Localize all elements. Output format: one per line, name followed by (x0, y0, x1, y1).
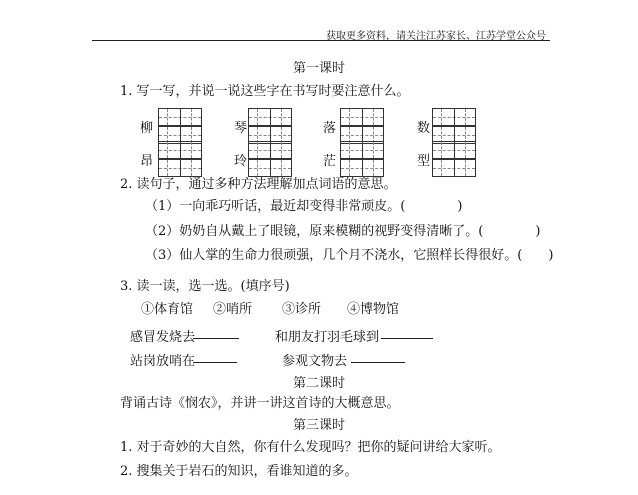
char-2: 琴 (234, 121, 248, 136)
q2-sentence-1: （1）一向乖巧听话，最近却变得非常顽皮。( ) (145, 199, 463, 214)
q1-title: 1. 写一写，并说一说这些字在书写时要注意什么。 (120, 84, 410, 99)
header-divider (92, 40, 550, 41)
char-5: 昂 (140, 154, 154, 169)
q3-option-1: ①体育馆 (141, 302, 194, 317)
lesson3-q2: 2. 搜集关于岩石的知识，看谁知道的多。 (120, 464, 358, 479)
q3-option-3: ③诊所 (282, 302, 322, 317)
q3-blank-2[interactable] (381, 326, 433, 339)
writing-box[interactable] (340, 108, 384, 126)
writing-box[interactable] (432, 141, 476, 159)
lesson2-title: 第二课时 (292, 376, 345, 391)
q3-blank-1[interactable] (193, 326, 239, 339)
char-4: 数 (417, 121, 431, 136)
writing-box[interactable] (158, 141, 202, 159)
q3-title: 3. 读一读，选一选。(填序号) (120, 279, 290, 294)
lesson3-q1: 1. 对于奇妙的大自然，你有什么发现吗？把你的疑问讲给大家听。 (120, 440, 501, 455)
char-6: 玲 (234, 154, 248, 169)
writing-box[interactable] (158, 108, 202, 126)
char-8: 型 (417, 154, 431, 169)
header-text: 获取更多资料，请关注江苏家长、江苏学堂公众号 (326, 31, 546, 42)
lesson2-task: 背诵古诗《悯农》，并讲一讲这首诗的大概意思。 (120, 396, 400, 411)
writing-box[interactable] (248, 141, 292, 159)
writing-box[interactable] (432, 159, 476, 177)
writing-box[interactable] (248, 108, 292, 126)
q2-title: 2. 读句子，通过多种方法理解加点词语的意思。 (120, 177, 397, 192)
writing-box[interactable] (340, 141, 384, 159)
q3-blank-4[interactable] (351, 350, 405, 363)
char-7: 茫 (323, 154, 337, 169)
q3-blank-3[interactable] (193, 350, 237, 363)
q3-option-4: ④博物馆 (347, 302, 400, 317)
q3-blank-1-label: 感冒发烧去 (130, 330, 196, 345)
writing-box[interactable] (432, 108, 476, 126)
q3-blank-2-label: 和朋友打羽毛球到 (275, 330, 380, 345)
q2-sentence-2: （2）奶奶自从戴上了眼镜，原来模糊的视野变得清晰了。( ) (145, 224, 541, 239)
q3-blank-4-label: 参观文物去 (282, 354, 348, 369)
lesson1-title: 第一课时 (292, 61, 345, 76)
lesson3-title: 第三课时 (292, 418, 345, 433)
char-3: 落 (323, 121, 337, 136)
q3-option-2: ②哨所 (213, 302, 253, 317)
char-1: 柳 (140, 121, 154, 136)
q3-blank-3-label: 站岗放哨在 (130, 354, 196, 369)
q2-sentence-3: （3）仙人掌的生命力很顽强，几个月不浇水，它照样长得很好。( ) (145, 248, 554, 263)
